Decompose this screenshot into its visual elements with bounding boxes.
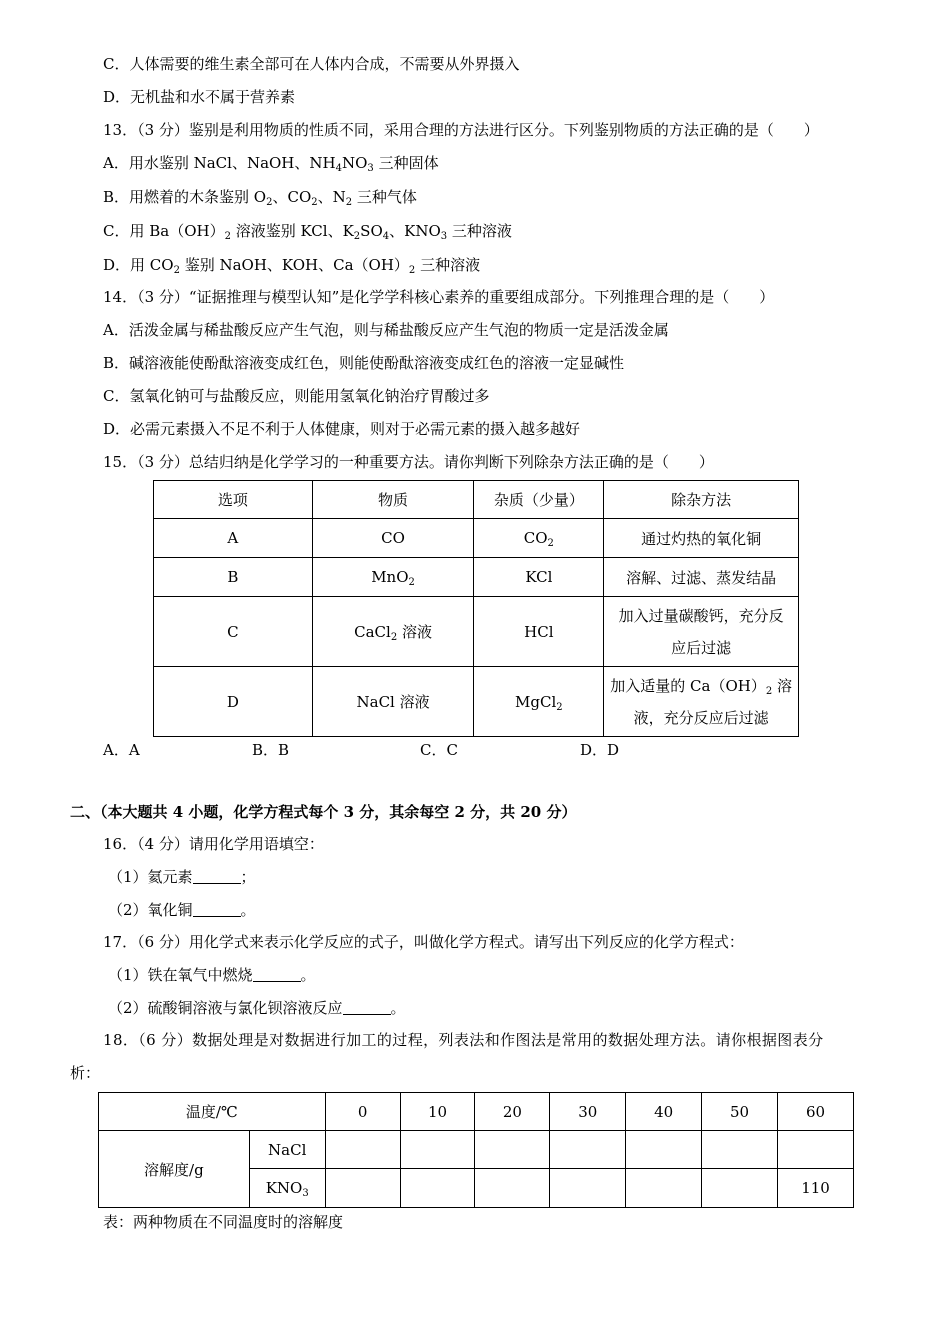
- q16-stem: 16．（4 分）请用化学用语填空：: [103, 835, 324, 853]
- q15-b-impurity: KCl: [474, 558, 604, 597]
- q18-temp-10: 10: [400, 1093, 475, 1131]
- q18-table-caption: 表：两种物质在不同温度时的溶解度: [103, 1213, 344, 1231]
- q18-temp-60: 60: [778, 1093, 854, 1131]
- q12-option-c: C．人体需要的维生素全部可在人体内合成，不需要从外界摄入: [103, 55, 520, 73]
- q17-part-2: （2）硫酸铜溶液与氯化钡溶液反应 。: [108, 999, 406, 1017]
- q18-cell: [475, 1169, 550, 1208]
- q15-header-impurity: 杂质（少量）: [474, 481, 604, 519]
- q18-cell: [702, 1169, 778, 1208]
- q15-c-substance: CaCl$_2$ 溶液: [312, 597, 474, 667]
- q18-temp-50: 50: [702, 1093, 778, 1131]
- answer-blank[interactable]: [343, 1000, 391, 1015]
- answer-blank[interactable]: [193, 869, 241, 884]
- q15-header-substance: 物质: [312, 481, 474, 519]
- q18-solubility-label: 溶解度/g: [99, 1131, 250, 1208]
- q18-cell: [400, 1131, 475, 1169]
- answer-blank[interactable]: [253, 967, 301, 982]
- q18-cell: [325, 1131, 400, 1169]
- q18-cell: [325, 1169, 400, 1208]
- q18-cell: [475, 1131, 550, 1169]
- q15-answer-c: C．C: [420, 741, 458, 759]
- q18-nacl-label: NaCl: [249, 1131, 325, 1169]
- q15-table: [153, 480, 799, 737]
- q18-temp-row: [99, 1093, 854, 1131]
- q16-part-2: （2）氧化铜 。: [108, 901, 256, 919]
- q12-option-d: D．无机盐和水不属于营养素: [103, 88, 296, 106]
- q15-d-impurity: MgCl$_2$: [474, 667, 604, 737]
- q15-row-b: [154, 558, 799, 597]
- q18-temp-20: 20: [475, 1093, 550, 1131]
- q18-cell: [626, 1131, 702, 1169]
- q15-row-a: [154, 519, 799, 558]
- q18-stem-line-1: 18．（6 分）数据处理是对数据进行加工的过程，列表法和作图法是常用的数据处理方法。请你根据图表分: [103, 1031, 824, 1049]
- q15-a-method: 通过灼热的氧化铜: [604, 519, 799, 558]
- q14-option-c: C．氢氧化钠可与盐酸反应，则能用氢氧化钠治疗胃酸过多: [103, 387, 490, 405]
- q18-cell: [400, 1169, 475, 1208]
- q15-answer-d: D．D: [580, 741, 620, 759]
- q15-b-method: 溶解、过滤、蒸发结晶: [604, 558, 799, 597]
- q18-temp-label: 温度/℃: [99, 1093, 326, 1131]
- q15-header-row: [154, 481, 799, 519]
- q15-a-option: A: [154, 519, 313, 558]
- q18-cell: [626, 1169, 702, 1208]
- section-2-title: 二、（本大题共 4 小题，化学方程式每个 3 分，其余每空 2 分，共 20 分）: [70, 803, 577, 821]
- q18-temp-0: 0: [325, 1093, 400, 1131]
- q13-option-c: C．用 $Ba(OH)_2$ 溶液鉴别 KCl、$K_2SO_4$、$KNO_3$ 三种溶液: [103, 222, 512, 242]
- q14-stem: 14．（3 分）“证据推理与模型认知”是化学学科核心素养的重要组成部分。下列推理合理的是（ ）: [103, 288, 775, 306]
- q18-kno3-60: 110: [778, 1169, 854, 1208]
- q18-cell: [550, 1169, 626, 1208]
- q18-cell: [778, 1131, 854, 1169]
- q18-temp-40: 40: [626, 1093, 702, 1131]
- q18-nacl-row: [99, 1131, 854, 1169]
- q13-option-d: D．用 $CO_2$ 鉴别 NaOH、KOH、$Ca(OH)_2$ 三种溶液: [103, 256, 481, 276]
- q14-option-d: D．必需元素摄入不足不利于人体健康，则对于必需元素的摄入越多越好: [103, 420, 581, 438]
- q15-b-option: B: [154, 558, 313, 597]
- q15-header-method: 除杂方法: [604, 481, 799, 519]
- q18-temp-30: 30: [550, 1093, 626, 1131]
- q15-c-impurity: HCl: [474, 597, 604, 667]
- q18-stem-line-2: 析：: [70, 1064, 101, 1082]
- q13-option-a: A．用水鉴别 NaCl、NaOH、$NH_4NO_3$ 三种固体: [103, 154, 439, 174]
- q18-kno3-label: $KNO_3$: [249, 1169, 325, 1208]
- q13-stem: 13．（3 分）鉴别是利用物质的性质不同，采用合理的方法进行区分。下列鉴别物质的方法正确的是（ ）: [103, 121, 819, 139]
- q15-answer-b: B．B: [252, 741, 290, 759]
- q15-a-impurity: $CO_2$: [474, 519, 604, 558]
- q15-b-substance: MnO$_2$: [312, 558, 474, 597]
- q15-d-option: D: [154, 667, 313, 737]
- q13-option-b: B．用燃着的木条鉴别 $O_2$、$CO_2$、$N_2$ 三种气体: [103, 188, 417, 208]
- q15-d-method: 加入适量的 $Ca(OH)_2$ 溶 液，充分反应后过滤: [604, 667, 799, 737]
- q18-solubility-table: [98, 1092, 854, 1208]
- q14-option-a: A．活泼金属与稀盐酸反应产生气泡，则与稀盐酸反应产生气泡的物质一定是活泼金属: [103, 321, 669, 339]
- q16-part-1: （1）氦元素 ；: [108, 868, 256, 886]
- q18-cell: [702, 1131, 778, 1169]
- q15-c-option: C: [154, 597, 313, 667]
- q15-c-method: 加入过量碳酸钙，充分反 应后过滤: [604, 597, 799, 667]
- q15-header-option: 选项: [154, 481, 313, 519]
- q15-row-c: [154, 597, 799, 667]
- q14-option-b: B．碱溶液能使酚酞溶液变成红色，则能使酚酞溶液变成红色的溶液一定显碱性: [103, 354, 625, 372]
- q18-cell: [550, 1131, 626, 1169]
- answer-blank[interactable]: [193, 902, 241, 917]
- q15-d-substance: NaCl 溶液: [312, 667, 474, 737]
- q17-stem: 17．（6 分）用化学式来表示化学反应的式子，叫做化学方程式。请写出下列反应的化学方程式：: [103, 933, 744, 951]
- q15-stem: 15．（3 分）总结归纳是化学学习的一种重要方法。请你判断下列除杂方法正确的是（ ）: [103, 453, 714, 471]
- q15-a-substance: CO: [312, 519, 474, 558]
- q17-part-1: （1）铁在氧气中燃烧 。: [108, 966, 316, 984]
- q15-row-d: [154, 667, 799, 737]
- q15-answer-a: A．A: [103, 741, 140, 759]
